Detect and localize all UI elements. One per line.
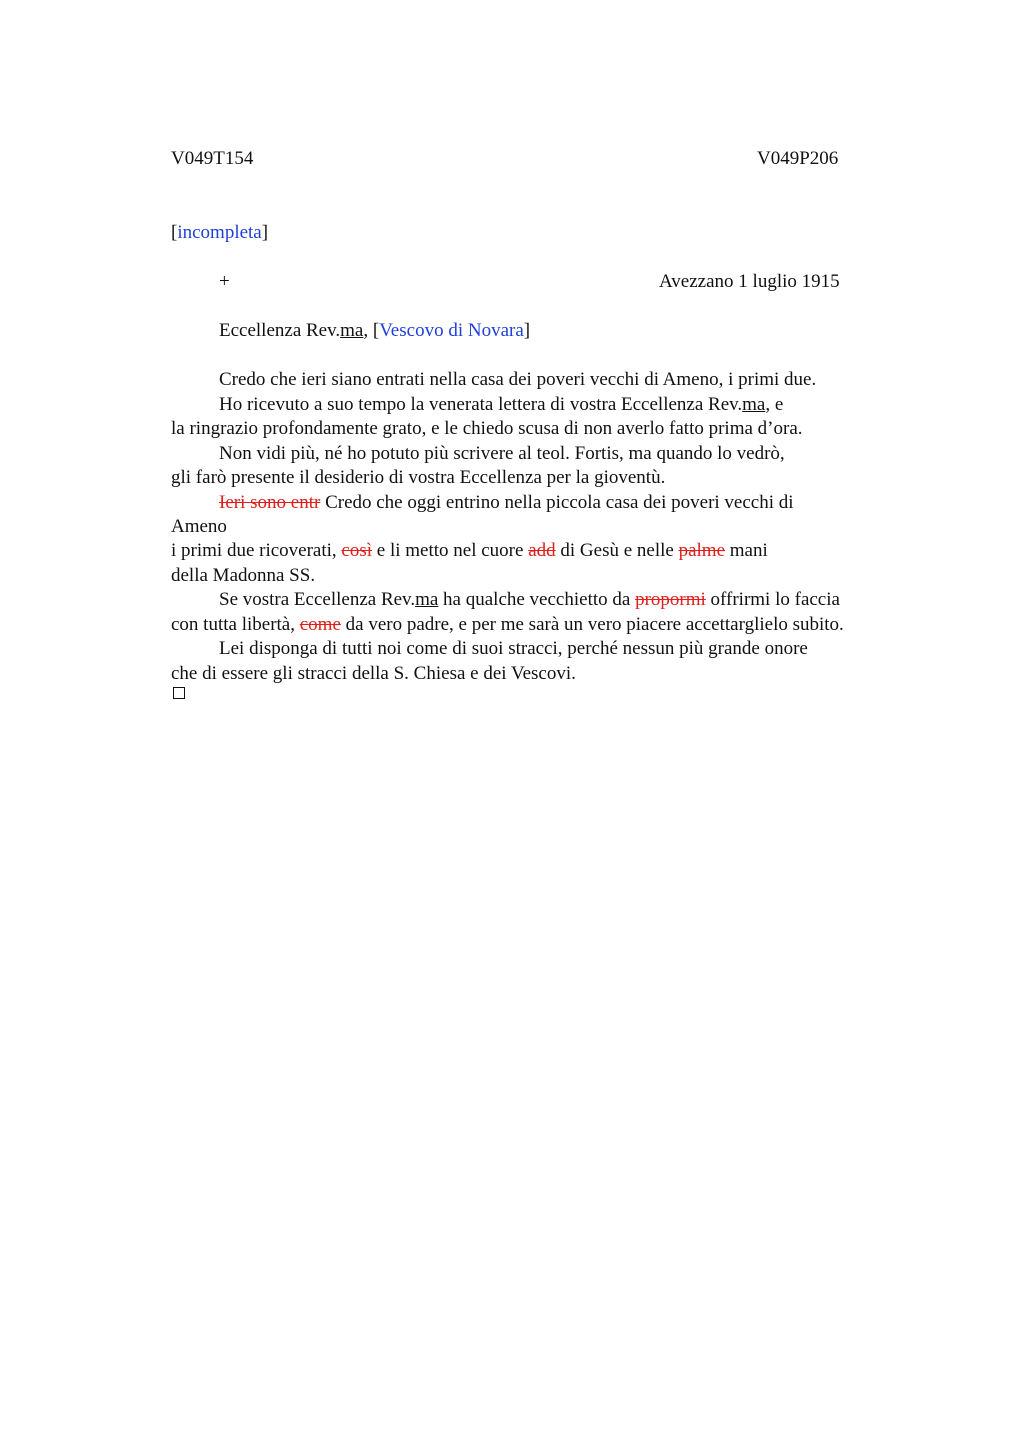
deleted-text: propormi (635, 589, 706, 610)
recipient-annotation: Vescovo di Novara (379, 320, 524, 341)
deleted-text: così (341, 540, 373, 561)
salutation-close: ] (523, 320, 531, 341)
body-line (219, 394, 783, 416)
body-text: mani (725, 540, 768, 561)
salutation-sep: , [ (363, 320, 380, 341)
body-text: i primi due ricoverati, (171, 540, 342, 561)
body-text: , e (765, 394, 784, 415)
deleted-text: Ieri sono entr (219, 492, 321, 513)
salutation-text: Eccellenza Rev. (219, 320, 341, 341)
body-text: Ho ricevuto a suo tempo la venerata lettera di vostra Eccellenza Rev. (219, 394, 743, 415)
body-text: con tutta libertà, (171, 614, 300, 635)
note-open-bracket: [ (171, 222, 178, 243)
body-line: Ameno (171, 516, 227, 537)
deleted-text: palme (678, 540, 726, 561)
note-close-bracket: ] (261, 222, 269, 243)
note-label: incompleta (177, 222, 262, 243)
body-line: della Madonna SS. (171, 565, 316, 586)
body-line (219, 492, 794, 514)
body-line: la ringrazio profondamente grato, e le chiedo scusa di non averlo fatto prima d’ora. (171, 418, 803, 439)
abbreviation: ma (415, 589, 439, 610)
body-text: Credo che oggi entrino nella piccola casa dei poveri vecchi di (320, 492, 794, 513)
body-line (171, 540, 768, 562)
editorial-note (171, 222, 268, 244)
body-line (171, 614, 844, 636)
salutation-abbr: ma (340, 320, 364, 341)
body-line: gli farò presente il desiderio di vostra Eccellenza per la gioventù. (171, 467, 666, 488)
body-line: Non vidi più, né ho potuto più scrivere al teol. Fortis, ma quando lo vedrò, (219, 443, 785, 464)
body-text: Se vostra Eccellenza Rev. (219, 589, 416, 610)
body-line (219, 589, 840, 611)
body-line: Credo che ieri siano entrati nella casa dei poveri vecchi di Ameno, i primi due. (219, 369, 817, 390)
body-line: Lei disponga di tutti noi come di suoi stracci, perché nessun più grande onore (219, 638, 808, 659)
body-text: ha qualche vecchietto da (438, 589, 636, 610)
deleted-text: come (299, 614, 341, 635)
cross-symbol: + (219, 271, 230, 292)
body-line: che di essere gli stracci della S. Chiesa e dei Vescovi. (171, 663, 576, 684)
document-code-left: V049T154 (171, 148, 254, 169)
salutation (219, 320, 530, 342)
abbreviation: ma (742, 394, 766, 415)
place-date: Avezzano 1 luglio 1915 (659, 271, 840, 292)
body-text: offrirmi lo faccia (705, 589, 840, 610)
deleted-text: add (528, 540, 556, 561)
body-text: e li metto nel cuore (372, 540, 529, 561)
body-text: da vero padre, e per me sarà un vero piacere accettarglielo subito. (340, 614, 844, 635)
document-code-right: V049P206 (757, 148, 839, 169)
end-marker-box (173, 687, 185, 699)
body-text: di Gesù e nelle (555, 540, 679, 561)
